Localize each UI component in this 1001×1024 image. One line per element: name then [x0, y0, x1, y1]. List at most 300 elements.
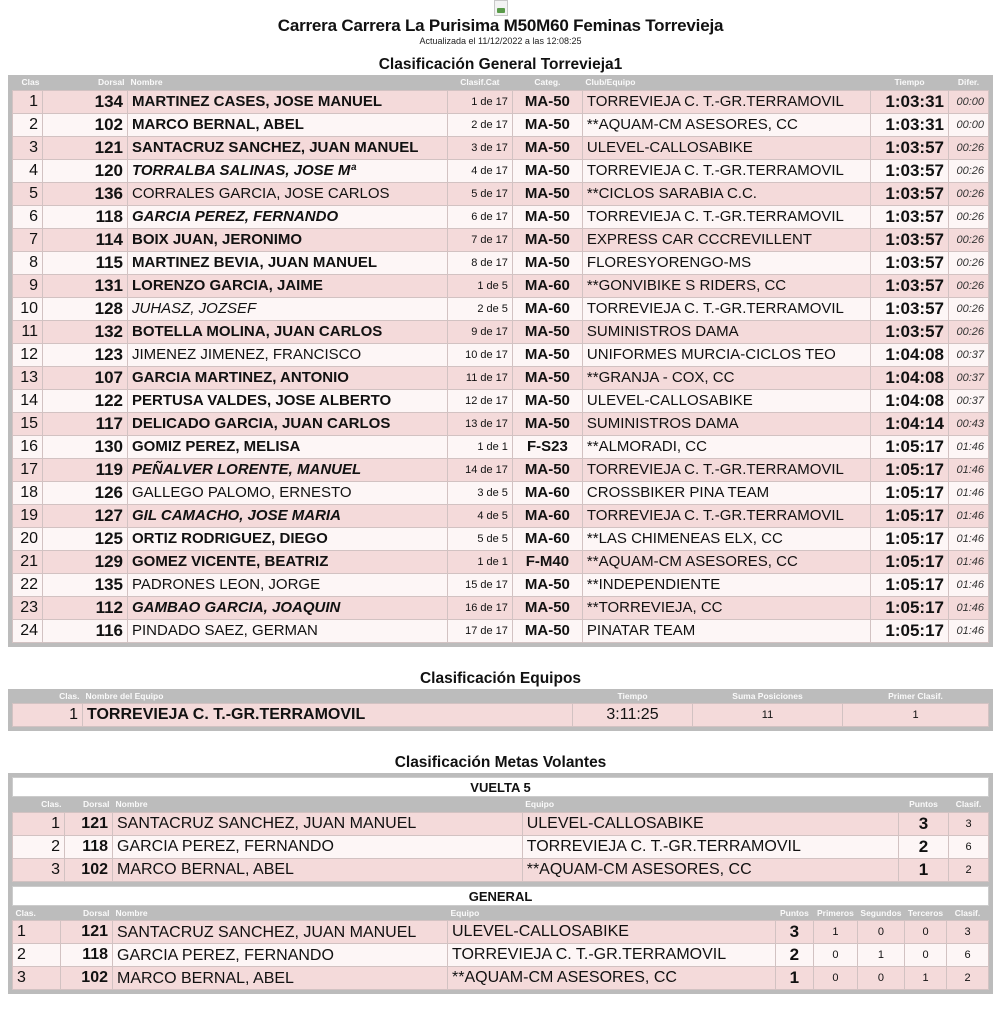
rider-clasif-cat: 15 de 17 [447, 573, 512, 596]
table-row [13, 182, 989, 205]
rider-clasif-cat: 10 de 17 [447, 343, 512, 366]
rider-tiempo: 1:03:57 [871, 159, 949, 182]
rider-clasif-cat: 5 de 5 [447, 527, 512, 550]
meta-name: SANTACRUZ SANCHEZ, JUAN MANUEL [113, 921, 448, 944]
col-clasif: Clasif. [949, 797, 989, 812]
meta-equipo: ULEVEL-CALLOSABIKE [448, 921, 776, 944]
table-row [13, 596, 989, 619]
rider-categ: MA-50 [512, 596, 582, 619]
rider-clasif-cat: 17 de 17 [447, 619, 512, 642]
rider-club: TORREVIEJA C. T.-GR.TERRAMOVIL [582, 458, 870, 481]
rider-clas: 24 [13, 619, 43, 642]
rider-difer: 00:37 [949, 343, 989, 366]
rider-name: CORRALES GARCIA, JOSE CARLOS [128, 182, 448, 205]
rider-tiempo: 1:03:57 [871, 297, 949, 320]
rider-dorsal: 123 [43, 343, 128, 366]
rider-club: **GRANJA - COX, CC [582, 366, 870, 389]
rider-club: TORREVIEJA C. T.-GR.TERRAMOVIL [582, 297, 870, 320]
rider-clas: 6 [13, 205, 43, 228]
rider-clas: 17 [13, 458, 43, 481]
rider-clasif-cat: 13 de 17 [447, 412, 512, 435]
meta-puntos: 2 [775, 944, 813, 967]
vuelta-table-body [13, 812, 989, 881]
rider-clas: 5 [13, 182, 43, 205]
table-row [13, 136, 989, 159]
rider-clas: 8 [13, 251, 43, 274]
rider-dorsal: 128 [43, 297, 128, 320]
table-row [13, 320, 989, 343]
rider-club: **AQUAM-CM ASESORES, CC [582, 113, 870, 136]
meta-clasif: 3 [947, 921, 989, 944]
rider-difer: 00:43 [949, 412, 989, 435]
metas-section-title: Clasificación Metas Volantes [394, 754, 607, 771]
meta-terceros: 0 [905, 921, 947, 944]
rider-categ: F-S23 [512, 435, 582, 458]
col-nombre: Nombre [113, 906, 448, 921]
vuelta-header-row [13, 797, 989, 812]
rider-dorsal: 116 [43, 619, 128, 642]
rider-name: ORTIZ RODRIGUEZ, DIEGO [128, 527, 448, 550]
rider-difer: 00:26 [949, 136, 989, 159]
rider-tiempo: 1:04:08 [871, 366, 949, 389]
meta-puntos: 2 [899, 835, 949, 858]
meta-clas: 1 [13, 921, 61, 944]
vuelta-table [12, 797, 989, 882]
meta-clas: 2 [13, 944, 61, 967]
table-row [13, 159, 989, 182]
meta-puntos: 3 [899, 812, 949, 835]
rider-club: **LAS CHIMENEAS ELX, CC [582, 527, 870, 550]
col-primeros: Primeros [813, 906, 857, 921]
meta-dorsal: 118 [65, 835, 113, 858]
rider-categ: MA-50 [512, 343, 582, 366]
rider-categ: MA-60 [512, 297, 582, 320]
metas-table-wrap [8, 773, 993, 994]
rider-tiempo: 1:03:57 [871, 136, 949, 159]
rider-club: CROSSBIKER PINA TEAM [582, 481, 870, 504]
rider-categ: MA-60 [512, 274, 582, 297]
general-metas-label: GENERAL [12, 886, 989, 906]
meta-clasif: 6 [947, 944, 989, 967]
rider-club: ULEVEL-CALLOSABIKE [582, 136, 870, 159]
rider-name: TORRALBA SALINAS, JOSE Mª [128, 159, 448, 182]
rider-name: DELICADO GARCIA, JUAN CARLOS [128, 412, 448, 435]
rider-name: PEÑALVER LORENTE, MANUEL [128, 458, 448, 481]
rider-tiempo: 1:04:14 [871, 412, 949, 435]
general-table-wrap [8, 75, 993, 647]
rider-clas: 1 [13, 90, 43, 113]
rider-difer: 01:46 [949, 435, 989, 458]
rider-dorsal: 115 [43, 251, 128, 274]
table-row [13, 228, 989, 251]
rider-clas: 10 [13, 297, 43, 320]
rider-dorsal: 114 [43, 228, 128, 251]
rider-clasif-cat: 7 de 17 [447, 228, 512, 251]
meta-puntos: 3 [775, 921, 813, 944]
rider-dorsal: 119 [43, 458, 128, 481]
meta-dorsal: 102 [65, 858, 113, 881]
col-puntos: Puntos [775, 906, 813, 921]
meta-terceros: 1 [905, 967, 947, 990]
rider-dorsal: 131 [43, 274, 128, 297]
rider-name: GARCIA PEREZ, FERNANDO [128, 205, 448, 228]
rider-name: BOIX JUAN, JERONIMO [128, 228, 448, 251]
col-clas: Clas. [13, 689, 83, 704]
meta-segundos: 0 [857, 967, 904, 990]
meta-equipo: **AQUAM-CM ASESORES, CC [448, 967, 776, 990]
rider-dorsal: 121 [43, 136, 128, 159]
rider-club: **AQUAM-CM ASESORES, CC [582, 550, 870, 573]
rider-clas: 7 [13, 228, 43, 251]
rider-categ: MA-50 [512, 90, 582, 113]
rider-clas: 16 [13, 435, 43, 458]
rider-categ: MA-50 [512, 412, 582, 435]
table-row [13, 704, 989, 727]
rider-difer: 00:26 [949, 205, 989, 228]
rider-clasif-cat: 5 de 17 [447, 182, 512, 205]
rider-categ: MA-50 [512, 251, 582, 274]
rider-dorsal: 129 [43, 550, 128, 573]
meta-dorsal: 102 [61, 967, 113, 990]
table-row [13, 921, 989, 944]
rider-clas: 11 [13, 320, 43, 343]
rider-name: BOTELLA MOLINA, JUAN CARLOS [128, 320, 448, 343]
rider-name: GOMIZ PEREZ, MELISA [128, 435, 448, 458]
rider-clasif-cat: 4 de 5 [447, 504, 512, 527]
rider-clas: 13 [13, 366, 43, 389]
rider-clasif-cat: 1 de 1 [447, 435, 512, 458]
table-row [13, 944, 989, 967]
rider-tiempo: 1:04:08 [871, 389, 949, 412]
rider-categ: MA-50 [512, 136, 582, 159]
rider-clas: 15 [13, 412, 43, 435]
rider-name: PERTUSA VALDES, JOSE ALBERTO [128, 389, 448, 412]
rider-difer: 00:26 [949, 228, 989, 251]
rider-name: GIL CAMACHO, JOSE MARIA [128, 504, 448, 527]
rider-categ: MA-60 [512, 481, 582, 504]
meta-clas: 3 [13, 967, 61, 990]
col-nombre: Nombre [113, 797, 523, 812]
equipos-table-wrap [8, 689, 993, 732]
rider-difer: 01:46 [949, 458, 989, 481]
rider-categ: MA-50 [512, 228, 582, 251]
rider-club: FLORESYORENGO-MS [582, 251, 870, 274]
rider-difer: 01:46 [949, 573, 989, 596]
table-row [13, 481, 989, 504]
rider-categ: MA-50 [512, 113, 582, 136]
rider-clasif-cat: 6 de 17 [447, 205, 512, 228]
rider-tiempo: 1:05:17 [871, 527, 949, 550]
rider-categ: MA-50 [512, 619, 582, 642]
rider-tiempo: 1:03:31 [871, 113, 949, 136]
col-clasif: Clasif. [947, 906, 989, 921]
table-row [13, 113, 989, 136]
rider-name: MARTINEZ BEVIA, JUAN MANUEL [128, 251, 448, 274]
rider-dorsal: 117 [43, 412, 128, 435]
col-puntos: Puntos [899, 797, 949, 812]
rider-categ: MA-50 [512, 182, 582, 205]
rider-name: MARTINEZ CASES, JOSE MANUEL [128, 90, 448, 113]
meta-primeros: 0 [813, 944, 857, 967]
rider-dorsal: 118 [43, 205, 128, 228]
rider-dorsal: 130 [43, 435, 128, 458]
rider-tiempo: 1:04:08 [871, 343, 949, 366]
rider-club: **INDEPENDIENTE [582, 573, 870, 596]
rider-name: JUHASZ, JOZSEF [128, 297, 448, 320]
rider-clas: 23 [13, 596, 43, 619]
rider-difer: 00:37 [949, 389, 989, 412]
col-equipo: Equipo [448, 906, 776, 921]
rider-clasif-cat: 2 de 5 [447, 297, 512, 320]
rider-tiempo: 1:05:17 [871, 435, 949, 458]
meta-equipo: TORREVIEJA C. T.-GR.TERRAMOVIL [448, 944, 776, 967]
table-row [13, 366, 989, 389]
rider-tiempo: 1:03:57 [871, 320, 949, 343]
table-row [13, 527, 989, 550]
rider-difer: 01:46 [949, 619, 989, 642]
rider-tiempo: 1:05:17 [871, 573, 949, 596]
rider-clasif-cat: 16 de 17 [447, 596, 512, 619]
rider-clasif-cat: 4 de 17 [447, 159, 512, 182]
rider-clasif-cat: 1 de 17 [447, 90, 512, 113]
rider-club: UNIFORMES MURCIA-CICLOS TEO [582, 343, 870, 366]
rider-club: TORREVIEJA C. T.-GR.TERRAMOVIL [582, 159, 870, 182]
meta-terceros: 0 [905, 944, 947, 967]
rider-categ: MA-50 [512, 159, 582, 182]
table-row [13, 967, 989, 990]
rider-categ: MA-50 [512, 366, 582, 389]
rider-name: PINDADO SAEZ, GERMAN [128, 619, 448, 642]
rider-difer: 01:46 [949, 596, 989, 619]
rider-difer: 00:26 [949, 297, 989, 320]
rider-tiempo: 1:03:57 [871, 228, 949, 251]
meta-name: MARCO BERNAL, ABEL [113, 967, 448, 990]
meta-clasif: 2 [947, 967, 989, 990]
rider-clas: 14 [13, 389, 43, 412]
rider-club: **GONVIBIKE S RIDERS, CC [582, 274, 870, 297]
rider-clasif-cat: 9 de 17 [447, 320, 512, 343]
col-dorsal: Dorsal [65, 797, 113, 812]
col-tiempo: Tiempo [871, 75, 949, 90]
rider-clas: 12 [13, 343, 43, 366]
rider-clasif-cat: 14 de 17 [447, 458, 512, 481]
rider-clasif-cat: 2 de 17 [447, 113, 512, 136]
table-row [13, 812, 989, 835]
equipos-section-title: Clasificación Equipos [419, 669, 582, 687]
rider-dorsal: 112 [43, 596, 128, 619]
rider-tiempo: 1:05:17 [871, 619, 949, 642]
rider-club: PINATAR TEAM [582, 619, 870, 642]
rider-dorsal: 107 [43, 366, 128, 389]
rider-clas: 4 [13, 159, 43, 182]
meta-clas: 2 [13, 835, 65, 858]
team-name: TORREVIEJA C. T.-GR.TERRAMOVIL [83, 704, 573, 727]
rider-dorsal: 127 [43, 504, 128, 527]
meta-puntos: 1 [775, 967, 813, 990]
rider-clas: 19 [13, 504, 43, 527]
table-row [13, 343, 989, 366]
col-tiempo: Tiempo [573, 689, 693, 704]
team-clas: 1 [13, 704, 83, 727]
rider-categ: MA-50 [512, 573, 582, 596]
rider-name: GARCIA MARTINEZ, ANTONIO [128, 366, 448, 389]
meta-name: GARCIA PEREZ, FERNANDO [113, 835, 523, 858]
meta-segundos: 0 [857, 921, 904, 944]
rider-dorsal: 132 [43, 320, 128, 343]
table-row [13, 573, 989, 596]
meta-primeros: 0 [813, 967, 857, 990]
rider-club: **CICLOS SARABIA C.C. [582, 182, 870, 205]
rider-tiempo: 1:05:17 [871, 550, 949, 573]
meta-dorsal: 121 [61, 921, 113, 944]
rider-categ: MA-50 [512, 205, 582, 228]
metas-general-header-row [13, 906, 989, 921]
vuelta-label: VUELTA 5 [12, 777, 989, 797]
team-suma: 11 [693, 704, 843, 727]
table-row [13, 90, 989, 113]
rider-club: ULEVEL-CALLOSABIKE [582, 389, 870, 412]
table-row [13, 389, 989, 412]
rider-difer: 00:00 [949, 113, 989, 136]
table-row [13, 251, 989, 274]
rider-difer: 00:26 [949, 251, 989, 274]
meta-name: GARCIA PEREZ, FERNANDO [113, 944, 448, 967]
rider-club: **ALMORADI, CC [582, 435, 870, 458]
rider-difer: 01:46 [949, 504, 989, 527]
meta-clasif: 6 [949, 835, 989, 858]
meta-segundos: 1 [857, 944, 904, 967]
rider-clasif-cat: 12 de 17 [447, 389, 512, 412]
meta-equipo: ULEVEL-CALLOSABIKE [522, 812, 898, 835]
rider-dorsal: 135 [43, 573, 128, 596]
page-title: Carrera Carrera La Purisima M50M60 Feminas Torrevieja [277, 16, 724, 35]
rider-club: TORREVIEJA C. T.-GR.TERRAMOVIL [582, 504, 870, 527]
col-suma-posiciones: Suma Posiciones [693, 689, 843, 704]
meta-name: SANTACRUZ SANCHEZ, JUAN MANUEL [113, 812, 523, 835]
meta-primeros: 1 [813, 921, 857, 944]
rider-dorsal: 102 [43, 113, 128, 136]
rider-dorsal: 122 [43, 389, 128, 412]
updated-timestamp: Actualizada el 11/12/2022 a las 12:08:25 [419, 36, 582, 46]
rider-tiempo: 1:05:17 [871, 458, 949, 481]
table-row [13, 458, 989, 481]
rider-dorsal: 120 [43, 159, 128, 182]
meta-clasif: 3 [949, 812, 989, 835]
rider-difer: 00:00 [949, 90, 989, 113]
col-clas: Clas. [13, 797, 65, 812]
table-row [13, 858, 989, 881]
general-header-row [13, 75, 989, 90]
rider-difer: 00:26 [949, 274, 989, 297]
meta-clasif: 2 [949, 858, 989, 881]
col-segundos: Segundos [857, 906, 904, 921]
rider-clas: 20 [13, 527, 43, 550]
rider-club: SUMINISTROS DAMA [582, 320, 870, 343]
meta-name: MARCO BERNAL, ABEL [113, 858, 523, 881]
rider-clasif-cat: 11 de 17 [447, 366, 512, 389]
col-difer: Difer. [949, 75, 989, 90]
table-row [13, 550, 989, 573]
metas-general-table [12, 906, 989, 991]
rider-club: **TORREVIEJA, CC [582, 596, 870, 619]
rider-clasif-cat: 8 de 17 [447, 251, 512, 274]
rider-difer: 00:26 [949, 320, 989, 343]
rider-clas: 3 [13, 136, 43, 159]
rider-club: TORREVIEJA C. T.-GR.TERRAMOVIL [582, 90, 870, 113]
table-row [13, 619, 989, 642]
rider-name: MARCO BERNAL, ABEL [128, 113, 448, 136]
rider-categ: MA-50 [512, 320, 582, 343]
rider-difer: 01:46 [949, 527, 989, 550]
rider-club: EXPRESS CAR CCCREVILLENT [582, 228, 870, 251]
rider-name: JIMENEZ JIMENEZ, FRANCISCO [128, 343, 448, 366]
rider-clas: 22 [13, 573, 43, 596]
table-row [13, 412, 989, 435]
broken-image-icon [494, 0, 508, 16]
rider-clas: 18 [13, 481, 43, 504]
meta-equipo: TORREVIEJA C. T.-GR.TERRAMOVIL [522, 835, 898, 858]
rider-tiempo: 1:05:17 [871, 596, 949, 619]
table-row [13, 435, 989, 458]
general-table [12, 75, 989, 643]
rider-tiempo: 1:05:17 [871, 481, 949, 504]
table-row [13, 274, 989, 297]
col-primer-clasif: Primer Clasif. [843, 689, 989, 704]
col-club: Club/Equipo [582, 75, 870, 90]
col-clas: Clas. [13, 906, 61, 921]
rider-dorsal: 126 [43, 481, 128, 504]
equipos-header-row [13, 689, 989, 704]
general-section-title: Clasificación General Torrevieja1 [378, 56, 623, 73]
team-primer: 1 [843, 704, 989, 727]
metas-general-table-body [13, 921, 989, 990]
meta-puntos: 1 [899, 858, 949, 881]
col-terceros: Terceros [905, 906, 947, 921]
rider-clas: 2 [13, 113, 43, 136]
rider-clasif-cat: 3 de 5 [447, 481, 512, 504]
table-row [13, 835, 989, 858]
rider-clasif-cat: 1 de 5 [447, 274, 512, 297]
meta-clas: 3 [13, 858, 65, 881]
rider-tiempo: 1:03:57 [871, 182, 949, 205]
rider-categ: MA-60 [512, 527, 582, 550]
equipos-table [12, 689, 989, 728]
general-table-body [13, 90, 989, 642]
rider-name: SANTACRUZ SANCHEZ, JUAN MANUEL [128, 136, 448, 159]
col-dorsal: Dorsal [61, 906, 113, 921]
rider-difer: 01:46 [949, 550, 989, 573]
rider-tiempo: 1:05:17 [871, 504, 949, 527]
table-row [13, 504, 989, 527]
rider-dorsal: 134 [43, 90, 128, 113]
rider-name: GALLEGO PALOMO, ERNESTO [128, 481, 448, 504]
rider-difer: 01:46 [949, 481, 989, 504]
rider-dorsal: 136 [43, 182, 128, 205]
rider-difer: 00:26 [949, 159, 989, 182]
team-tiempo: 3:11:25 [573, 704, 693, 727]
rider-difer: 00:37 [949, 366, 989, 389]
rider-clas: 9 [13, 274, 43, 297]
rider-tiempo: 1:03:31 [871, 90, 949, 113]
meta-dorsal: 118 [61, 944, 113, 967]
rider-name: LORENZO GARCIA, JAIME [128, 274, 448, 297]
col-dorsal: Dorsal [43, 75, 128, 90]
rider-name: GAMBAO GARCIA, JOAQUIN [128, 596, 448, 619]
rider-dorsal: 125 [43, 527, 128, 550]
col-equipo: Equipo [522, 797, 898, 812]
rider-club: SUMINISTROS DAMA [582, 412, 870, 435]
col-nombre: Nombre [128, 75, 448, 90]
